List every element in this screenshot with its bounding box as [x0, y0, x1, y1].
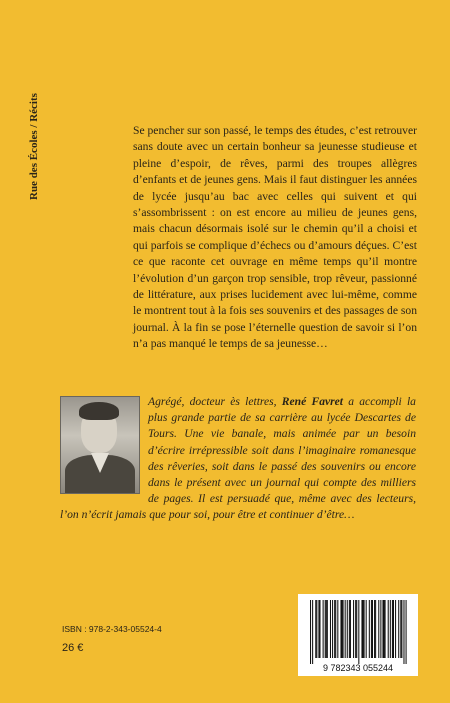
barcode-bar: [390, 600, 391, 658]
barcode-bar: [325, 600, 326, 658]
barcode-bar: [335, 600, 336, 658]
barcode-bar: [403, 600, 404, 664]
barcode-digits: 9 782343 055244: [322, 663, 394, 673]
barcode-bar: [400, 600, 401, 658]
collection-label: [28, 50, 42, 200]
barcode-bar: [332, 600, 333, 658]
barcode-bar: [350, 600, 351, 658]
barcode-bar: [323, 600, 324, 658]
barcode-bar: [355, 600, 356, 658]
barcode-bar: [369, 600, 370, 658]
barcode-bar: [363, 600, 364, 658]
barcode: [298, 594, 418, 676]
barcode-bar: [366, 600, 367, 658]
author-photo: [60, 396, 140, 494]
barcode-bar: [353, 600, 354, 658]
barcode-bar: [398, 600, 399, 658]
barcode-bar: [401, 600, 402, 658]
collection-label-text: Rue des Écoles / Récits: [28, 93, 40, 200]
barcode-bar: [364, 600, 365, 658]
barcode-bar: [316, 600, 317, 658]
barcode-bar: [388, 600, 389, 658]
barcode-bar: [358, 600, 359, 664]
book-blurb: Se pencher sur son passé, le temps des études, c’est retrouver sans doute avec un certain bonheur sa jeunesse studieuse et pleine d’espoir, de rêves, parmi des troupes allègres d’enfants et de jeunes gens. Mais il faut distinguer les années de lycée jusqu’au bac avec celles qui suivent et qui s’assombrissent : on est encore au milieu de jeunes gens, mais chacun désormais isolé sur le chemin qu’il a choisi et qui parfois se complique d’échecs ou d’amours déçues. C’est ce que raconte cet ouvrage en même temps qu’il montre l’évolution d’un garçon trop sensible, trop rêveur, passionné de littérature, aux prises lucidement avec lui-même, comme le montrent tout à la fois ses souvenirs et des passages de son journal. À la fin se pose l’éternelle question de savoir si l’on n’a pas manqué le temps de sa jeunesse…: [133, 124, 417, 351]
photo-hair-shape: [79, 402, 119, 420]
barcode-bar: [384, 600, 385, 658]
barcode-bar: [310, 600, 311, 664]
barcode-bar: [356, 600, 357, 658]
barcode-bar: [406, 600, 407, 664]
price: 26 €: [62, 642, 84, 654]
barcode-bar: [342, 600, 343, 658]
barcode-bar: [375, 600, 376, 658]
barcode-bar: [330, 600, 331, 658]
barcode-bar: [315, 600, 316, 658]
barcode-bar: [326, 600, 327, 658]
barcode-bar: [392, 600, 393, 658]
barcode-bar: [318, 600, 319, 658]
author-bio-rest: a accompli la plus grande partie de sa carrière au lycée Descartes de Tours. Une vie banale, mais animée par un besoin d’écrire irrépressible soit dans l’imaginaire romanesque des rêveries, soit dans le passé des souvenirs ou encore dans le présent avec un journal qui compte des milliers de pages. Il est persuadé que, même avec des lecteurs, l’on n’écrit jamais que pour soi, pour être et continuer d’être…: [60, 395, 416, 522]
barcode-bar: [312, 600, 313, 664]
barcode-bar: [347, 600, 348, 658]
barcode-bar: [374, 600, 375, 658]
barcode-bar: [395, 600, 396, 658]
barcode-bar: [349, 600, 350, 658]
barcode-bar: [361, 600, 362, 658]
barcode-bar: [343, 600, 344, 658]
author-bio-prefix: Agrégé, docteur ès lettres,: [148, 395, 282, 408]
barcode-bar: [380, 600, 381, 658]
barcode-bar: [334, 600, 335, 658]
barcode-bar: [382, 600, 383, 658]
barcode-bars: [298, 594, 418, 676]
author-name: René Favret: [281, 395, 344, 408]
isbn: ISBN : 978-2-343-05524-4: [62, 624, 162, 634]
barcode-bar: [345, 600, 346, 658]
barcode-bar: [340, 600, 341, 658]
barcode-bar: [378, 600, 379, 658]
author-section: [60, 394, 416, 524]
barcode-bar: [337, 600, 338, 658]
barcode-bar: [372, 600, 373, 658]
barcode-bar: [327, 600, 328, 658]
barcode-bar: [319, 600, 320, 658]
barcode-bar: [385, 600, 386, 658]
barcode-bar: [371, 600, 372, 658]
barcode-bar: [393, 600, 394, 658]
